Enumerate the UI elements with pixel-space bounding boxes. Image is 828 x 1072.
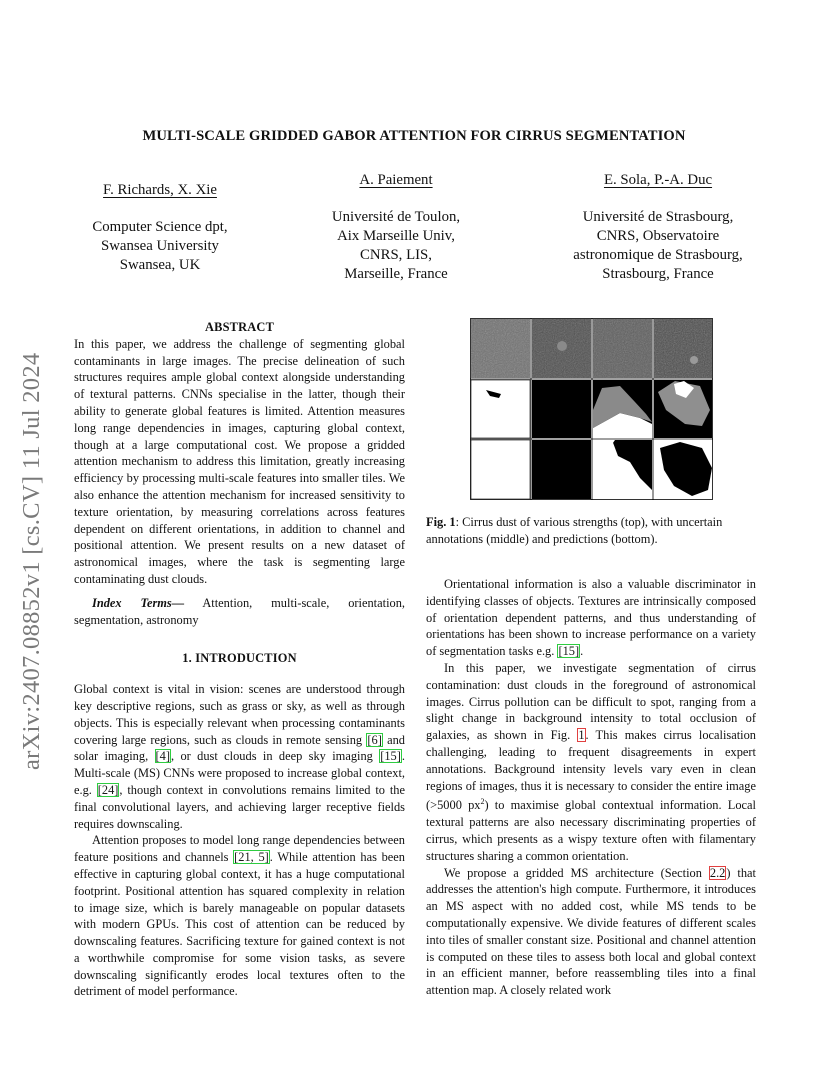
intro-paragraph-2 [74, 832, 405, 1000]
right-paragraph-3 [426, 865, 756, 999]
citation-link[interactable]: [15] [380, 749, 401, 764]
intro-paragraph-1 [74, 681, 405, 832]
author-names: F. Richards, X. Xie [103, 182, 217, 198]
figure-1-image [470, 318, 713, 500]
text-run: Attention proposes to model long range dependencies between feature positions and channels [74, 833, 405, 865]
text-run: . This makes cirrus localisation challenging, leading to frequent disagreements in expert annotations. Background intensity levels vary even in clean regions of images, thus it is necessary to consider the entire image (>5000 px [426, 728, 756, 813]
text-run: . While attention has been effective in capturing global context, it has a huge computational footprint. Positional attention has squared complexity in relation to image size, which is barely manageable on popular datasets with modern GPUs. This cost of attention can be reduced by downscaling features. Sacrificing texture for gained context is not a worthwhile compromise for some vision tasks, as severe downscaling significantly erodes local textures often to the detriment of model performance. [74, 850, 405, 999]
text-run: . Multi-scale (MS) CNNs were proposed to increase global context, e.g. [74, 749, 405, 797]
text-run: , or dust clouds in deep sky imaging [170, 749, 380, 764]
figure-1-grid [470, 318, 713, 500]
intro-heading: 1. INTRODUCTION [182, 651, 297, 666]
text-run: ) that addresses the attention's high compute. Furthermore, it introduces an MS aspect with no added cost, while MS tends to be computationally expensive. We divide features of different scales into tiles of smaller constant size. Positional and channel attention is computed on these tiles to assess both local and global context in an efficient manner, before reassembling tiles into a final attention map. A closely related work [426, 865, 756, 998]
citation-link[interactable]: [4] [155, 749, 170, 764]
citation-link[interactable]: [6] [367, 732, 382, 747]
text-run: , though context in convolutions remains limited to the final convolutional layers, and achieving larger receptive fields requires downscaling. [74, 782, 405, 831]
citation-link[interactable]: [24] [97, 782, 119, 797]
author-block-2 [296, 171, 496, 284]
paper-title: MULTI-SCALE GRIDDED GABOR ATTENTION FOR CIRRUS SEGMENTATION [142, 128, 686, 144]
citation-link[interactable]: [21, 5] [234, 850, 269, 865]
author-names: A. Paiement [359, 172, 433, 188]
abstract-heading: ABSTRACT [204, 320, 275, 334]
caption-text: : Cirrus dust of various strengths (top), with uncertain annotations (middle) and predictions (bottom). [426, 515, 723, 546]
figure-link[interactable]: 1 [578, 728, 585, 743]
left-column [74, 319, 405, 1000]
text-run: . [580, 644, 584, 659]
text-run: Orientational information is also a valuable discriminator in identifying classes of objects. Textures are intrinsically composed of orientation dependent patterns, and thus understanding of orientations has been shown to increase performance on a variety of segmentation tasks e.g. [426, 577, 756, 659]
author-block-1 [60, 181, 260, 275]
section-link[interactable]: 2.2 [709, 865, 726, 880]
author-names: E. Sola, P.-A. Duc [603, 172, 713, 188]
right-paragraph-2 [426, 660, 756, 865]
text-run: Global context is vital in vision: scenes are understood through key descriptive regions, such as grass or sky, as well as through objects. This is especially relevant when processing contaminants covering large regions, such as clouds in remote sensing [74, 682, 405, 747]
author-affiliation: Computer Science dpt, Swansea University Swansea, UK [92, 219, 228, 273]
citation-link[interactable]: [15] [558, 644, 580, 659]
figure-1-caption [426, 514, 756, 548]
right-column [426, 576, 756, 999]
superscript: 2 [480, 797, 485, 807]
text-run: and solar imaging, [74, 732, 405, 764]
prediction-row [471, 440, 712, 499]
index-terms-text: Attention, multi-scale, orientation, segmentation, astronomy [74, 595, 405, 627]
author-affiliation: Université de Toulon, Aix Marseille Univ, CNRS, LIS, Marseille, France [331, 209, 461, 282]
index-terms [74, 595, 405, 629]
author-block-3 [548, 171, 768, 284]
text-run: In this paper, we investigate segmentation of cirrus contamination: dust clouds in the foreground of astronomical images. Cirrus pollution can be difficult to spot, ranging from a slight change in background intensity to total occlusion of galaxies, as shown in Fig. [426, 660, 756, 743]
author-affiliation: Université de Strasbourg, CNRS, Observatoire astronomique de Strasbourg, Strasbourg, France [573, 209, 743, 282]
right-paragraph-1 [426, 576, 756, 660]
caption-label: Fig. 1 [426, 515, 456, 529]
abstract-text: In this paper, we address the challenge of segmenting global contaminants in large images. The precise delineation of such structures requires ample global context alongside understanding of textural patterns. CNNs specialise in the latter, though their ability to generate global features is limited. Attention measures long range dependencies in images, capturing global context, though at a large computational cost. We propose a gridded attention mechanism to address this limitation, greatly increasing efficiency by processing multi-scale features into smaller tiles. We also enhance the attention mechanism for increased sensitivity to texture orientation, by measuring correlations across features dependent on different orientations, in addition to channel and positional attention. We present results on a new dataset of astronomical images, where the task is segmenting large contaminating dust clouds. [74, 336, 405, 586]
text-run: ) to maximise global contextual information. Local textural patterns are also necessary discriminating properties of cirrus, which presents as a wispy texture often with filamentary structures sharing a common orientation. [426, 798, 756, 863]
cirrus-image-row [471, 319, 712, 378]
arxiv-side-label: arXiv:2407.08852v1 [cs.CV] 11 Jul 2024 [18, 352, 45, 770]
text-run: We propose a gridded MS architecture (Section [444, 865, 709, 880]
index-terms-label: Index Terms— [92, 595, 185, 610]
annotation-row [471, 380, 712, 438]
